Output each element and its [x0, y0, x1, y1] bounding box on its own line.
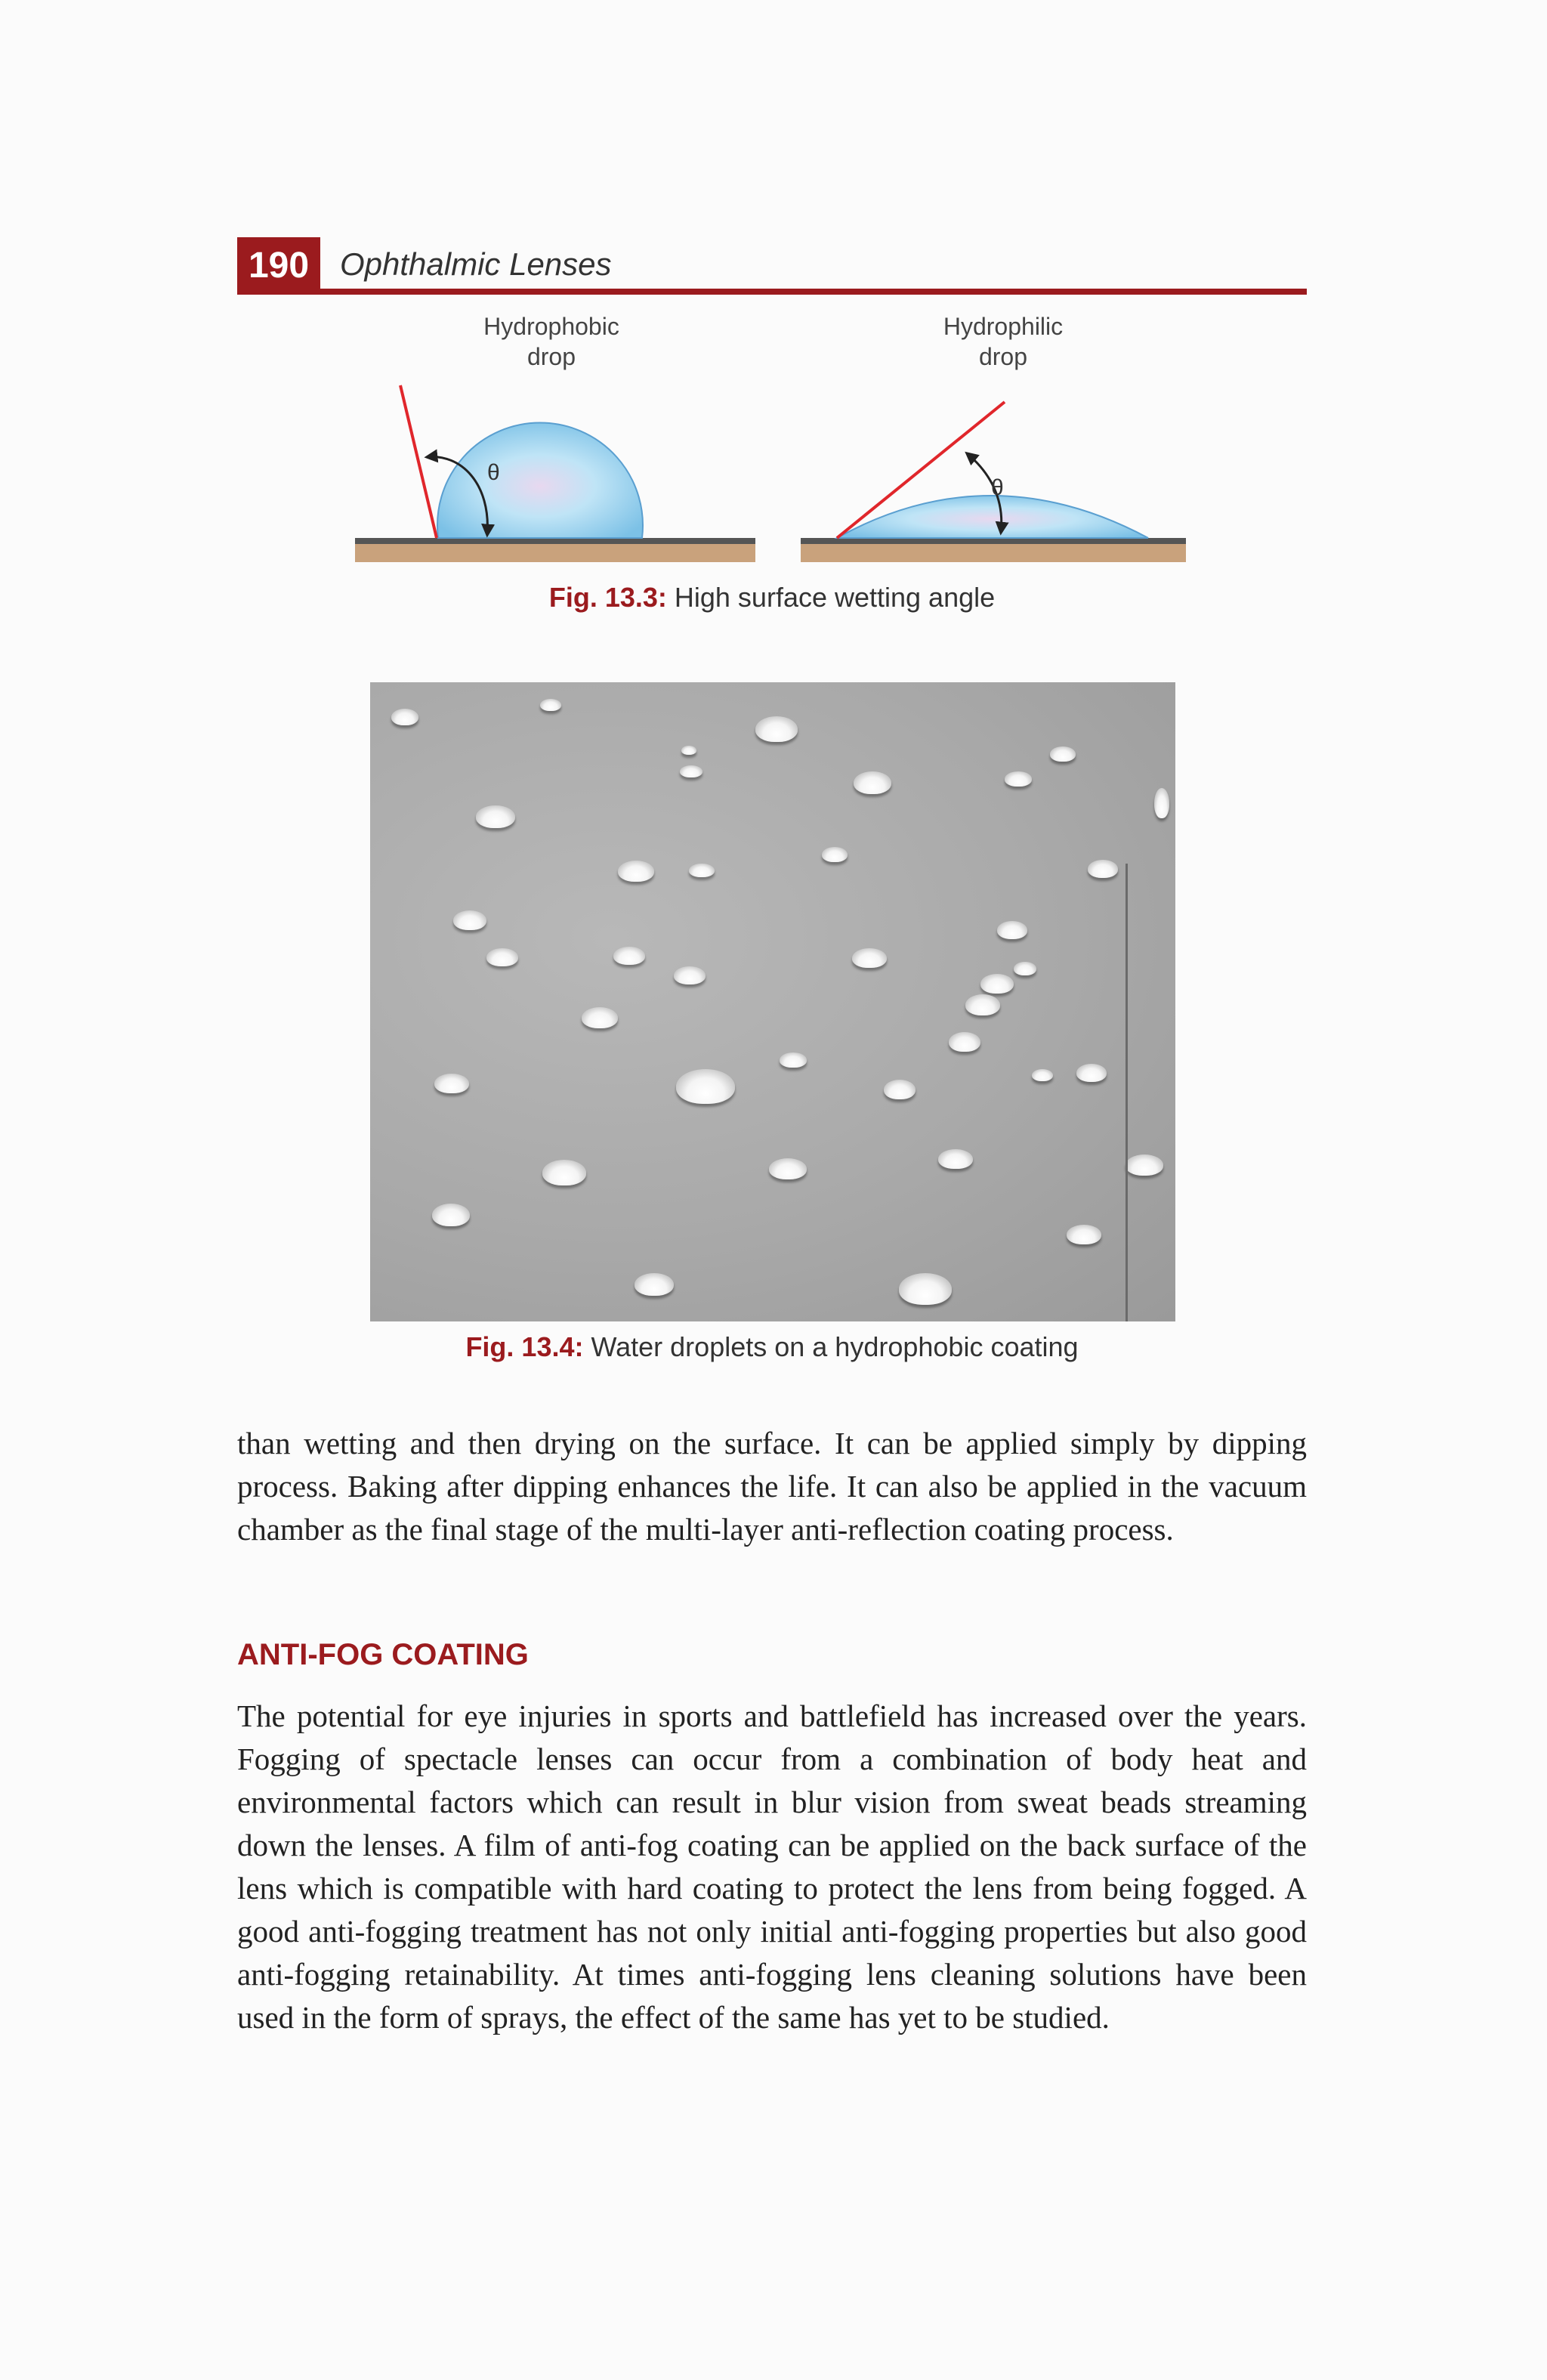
- droplet: [965, 994, 1000, 1015]
- droplet: [769, 1158, 807, 1179]
- droplet: [432, 1204, 470, 1226]
- hydrophilic-label-line1: Hydrophilic: [943, 313, 1064, 340]
- hydrophobic-contact-line: [400, 385, 437, 538]
- substrate-right: [801, 544, 1186, 562]
- droplet: [1005, 771, 1032, 787]
- hydrophilic-theta: θ: [991, 475, 1004, 500]
- droplet: [486, 948, 518, 966]
- droplet: [822, 847, 848, 862]
- droplet: [453, 910, 486, 930]
- hydrophobic-theta: θ: [487, 460, 500, 485]
- droplet: [1067, 1225, 1101, 1244]
- droplet: [1014, 962, 1036, 975]
- figure-13-3-number: Fig. 13.3:: [548, 582, 667, 613]
- droplet: [899, 1273, 952, 1305]
- section-heading-anti-fog: ANTI-FOG COATING: [237, 1638, 529, 1671]
- droplet: [391, 709, 418, 725]
- substrate-left: [355, 544, 755, 562]
- droplet: [997, 921, 1027, 939]
- water-droplets-photo: [370, 682, 1175, 1321]
- droplet: [854, 771, 891, 794]
- figure-13-3-caption: [237, 582, 1307, 614]
- droplet: [1088, 860, 1118, 878]
- droplet: [476, 805, 515, 828]
- substrate-right-top: [801, 538, 1186, 544]
- figure-13-4-caption: [237, 1331, 1307, 1363]
- substrate-left-top: [355, 538, 755, 544]
- lens-edge-line: [1126, 864, 1128, 1321]
- paragraph-continuation: than wetting and then drying on the surface. It can be applied simply by dipping process. Baking after dipping enhances the life. It can also be applied in the vacuum chamber as the final stage of the multi-layer anti-reflection coating process.: [237, 1426, 1307, 1547]
- hydrophobic-label-line2: drop: [526, 343, 576, 370]
- droplet: [1032, 1069, 1053, 1081]
- droplet: [884, 1080, 916, 1099]
- header-rule: [237, 289, 1307, 295]
- wetting-angle-drawing: [332, 302, 1209, 582]
- droplet: [780, 1052, 807, 1068]
- droplet: [635, 1273, 674, 1296]
- figure-13-4-caption-text: Water droplets on a hydrophobic coating: [583, 1331, 1079, 1362]
- droplet: [1050, 746, 1076, 762]
- droplet: [618, 861, 654, 882]
- droplet: [542, 1160, 586, 1185]
- figure-13-4-number: Fig. 13.4:: [465, 1331, 584, 1362]
- running-title: Ophthalmic Lenses: [340, 246, 612, 282]
- hydrophilic-label-line2: drop: [978, 343, 1028, 370]
- droplet: [980, 974, 1014, 994]
- hydrophobic-drop: [437, 423, 643, 538]
- droplet: [938, 1149, 973, 1169]
- droplet: [852, 948, 887, 968]
- droplet: [674, 966, 706, 984]
- droplet: [1076, 1064, 1107, 1082]
- droplet: [540, 699, 561, 711]
- droplet: [949, 1032, 980, 1052]
- droplet: [676, 1069, 735, 1104]
- droplet: [681, 746, 696, 755]
- hydrophobic-label-line1: Hydrophobic: [483, 313, 619, 340]
- droplet: [1126, 1154, 1163, 1176]
- droplet: [582, 1007, 618, 1028]
- wetting-angle-diagram: [332, 302, 1209, 582]
- paragraph-anti-fog: The potential for eye injuries in sports and battlefield has increased over the years. Fogging of spectacle lenses can occur from a combination of body heat and environmental factors which can result in blur vision from sweat beads streaming down the lenses. A film of anti-fog coating can be applied on the back surface of the lens which is compatible with hard coating to protect the lens from being fogged. A good anti-fogging treatment has not only initial anti-fogging properties but also good anti-fogging retainability. At times anti-fogging lens cleaning solutions have been used in the form of sprays, the effect of the same has yet to be studied.: [237, 1698, 1307, 2035]
- droplet: [689, 864, 715, 877]
- page-number: 190: [237, 237, 320, 295]
- droplet: [434, 1074, 469, 1093]
- droplet: [755, 716, 798, 742]
- droplet: [613, 947, 645, 965]
- figure-13-3-caption-text: High surface wetting angle: [666, 582, 996, 613]
- droplet: [680, 765, 702, 777]
- droplet: [1154, 788, 1169, 818]
